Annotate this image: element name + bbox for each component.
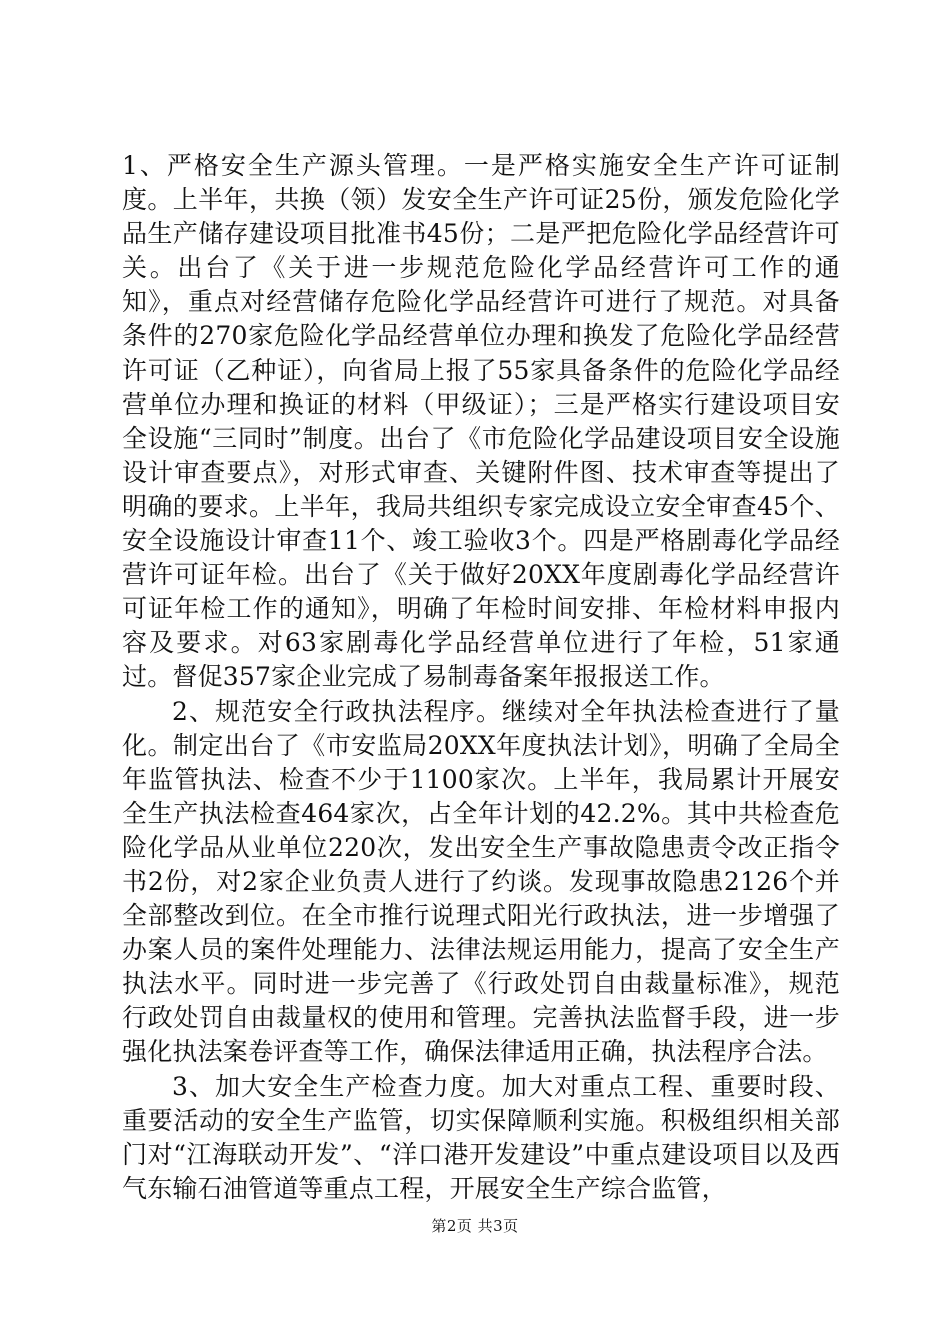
paragraph-source-management: 1、严格安全生产源头管理。一是严格实施安全生产许可证制度。上半年，共换（领）发安全生产许可证25份，颁发危险化学品生产储存建设项目批准书45份；二是严把危险化学品经营许可关。出台了《关于进一步规范危险化学品经营许可工作的通知》，重点对经营储存危险化学品经营许可进行了规范。对具备条件的270家危险化学品经营单位办理和换发了危险化学品经营许可证（乙种证），向省局上报了55家具备条件的危险化学品经营单位办理和换证的材料（甲级证）；三是严格实行建设项目安全设施“三同时”制度。出台了《市危险化学品建设项目安全设施设计审查要点》，对形式审查、关键附件图、技术审查等提出了明确的要求。上半年，我局共组织专家完成设立安全审查45个、安全设施设计审查11个、竣工验收3个。四是严格剧毒化学品经营许可证年检。出台了《关于做好20XX年度剧毒化学品经营许可证年检工作的通知》，明确了年检时间安排、年检材料申报内容及要求。对63家剧毒化学品经营单位进行了年检，51家通过。督促357家企业完成了易制毒备案年报报送工作。 [122,151,840,692]
paragraph-safety-inspection: 3、加大安全生产检查力度。加大对重点工程、重要时段、重要活动的安全生产监管，切实保障顺利实施。积极组织相关部门对“江海联动开发”、“洋口港开发建设”中重点建设项目以及西气东输石油管道等重点工程，开展安全生产综合监管， [122,1071,840,1203]
document-body [122,149,840,1206]
paragraph-law-enforcement: 2、规范安全行政执法程序。继续对全年执法检查进行了量化。制定出台了《市安监局20XX年度执法计划》，明确了全局全年监管执法、检查不少于1100家次。上半年，我局累计开展安全生产执法检查464家次，占全年计划的42.2%。其中共检查危险化学品从业单位220次，发出安全生产事故隐患责令改正指令书2份，对2家企业负责人进行了约谈。发现事故隐患2126个并全部整改到位。在全市推行说理式阳光行政执法，进一步增强了办案人员的案件处理能力、法律法规运用能力，提高了安全生产执法水平。同时进一步完善了《行政处罚自由裁量标准》，规范行政处罚自由裁量权的使用和管理。完善执法监督手段，进一步强化执法案卷评查等工作，确保法律适用正确，执法程序合法。 [122,696,840,1067]
page-number-footer: 第2页 共3页 [431,1217,519,1235]
